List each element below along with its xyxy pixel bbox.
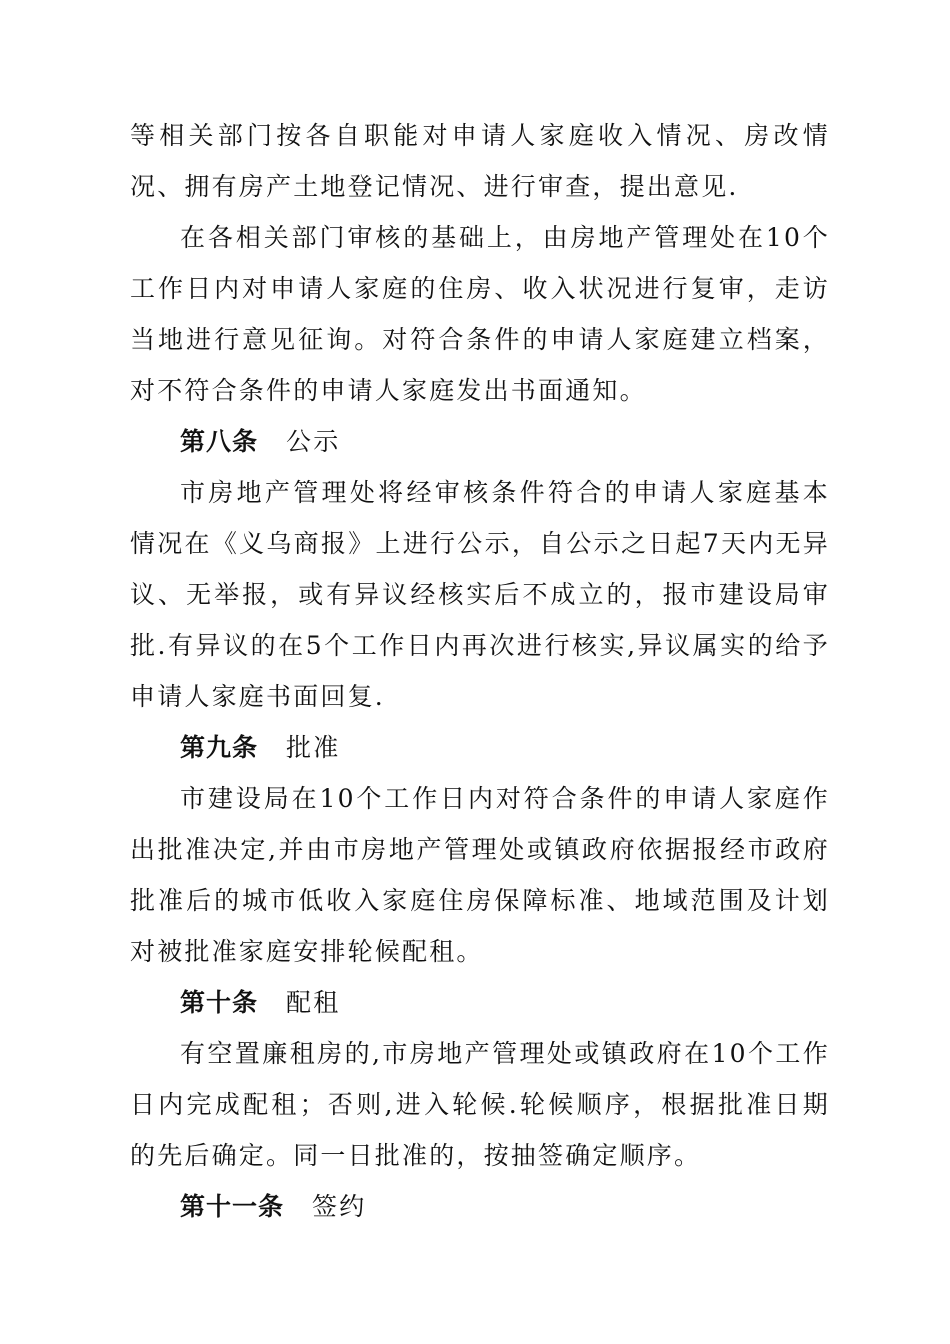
article-9-number: 第九条 (180, 733, 259, 762)
paragraph-approval: 市建设局在10个工作日内对符合条件的申请人家庭作出批准决定,并由市房地产管理处或镇政府依据报经市政府批准后的城市低收入家庭住房保障标准、地域范围及计划对被批准家庭安排轮候配租。 (130, 784, 830, 966)
article-8-title: 公示 (286, 427, 341, 456)
article-11-number: 第十一条 (180, 1192, 285, 1221)
article-9-heading (130, 722, 830, 773)
paragraph-reexamination: 在各相关部门审核的基础上，由房地产管理处在10个工作日内对申请人家庭的住房、收入状况进行复审，走访当地进行意见征询。对符合条件的申请人家庭建立档案，对不符合条件的申请人家庭发出书面通知。 (130, 223, 830, 405)
document-page (130, 110, 830, 1232)
article-11-title: 签约 (312, 1192, 367, 1221)
article-10-title: 配租 (286, 988, 341, 1017)
paragraph-publicity: 市房地产管理处将经审核条件符合的申请人家庭基本情况在《义乌商报》上进行公示，自公示之日起7天内无异议、无举报，或有异议经核实后不成立的，报市建设局审批.有异议的在5个工作日内再次进行核实,异议属实的给予申请人家庭书面回复. (130, 478, 830, 711)
article-9-title: 批准 (286, 733, 341, 762)
article-10-number: 第十条 (180, 988, 259, 1017)
paragraph-review-continuation: 等相关部门按各自职能对申请人家庭收入情况、房改情况、拥有房产土地登记情况、进行审查，提出意见. (130, 121, 830, 201)
article-10-heading (130, 977, 830, 1028)
article-8-heading (130, 416, 830, 467)
paragraph-allocation: 有空置廉租房的,市房地产管理处或镇政府在10个工作日内完成配租；否则,进入轮候.轮候顺序，根据批准日期的先后确定。同一日批准的，按抽签确定顺序。 (130, 1039, 830, 1170)
article-8-number: 第八条 (180, 427, 259, 456)
article-11-heading (130, 1181, 830, 1232)
